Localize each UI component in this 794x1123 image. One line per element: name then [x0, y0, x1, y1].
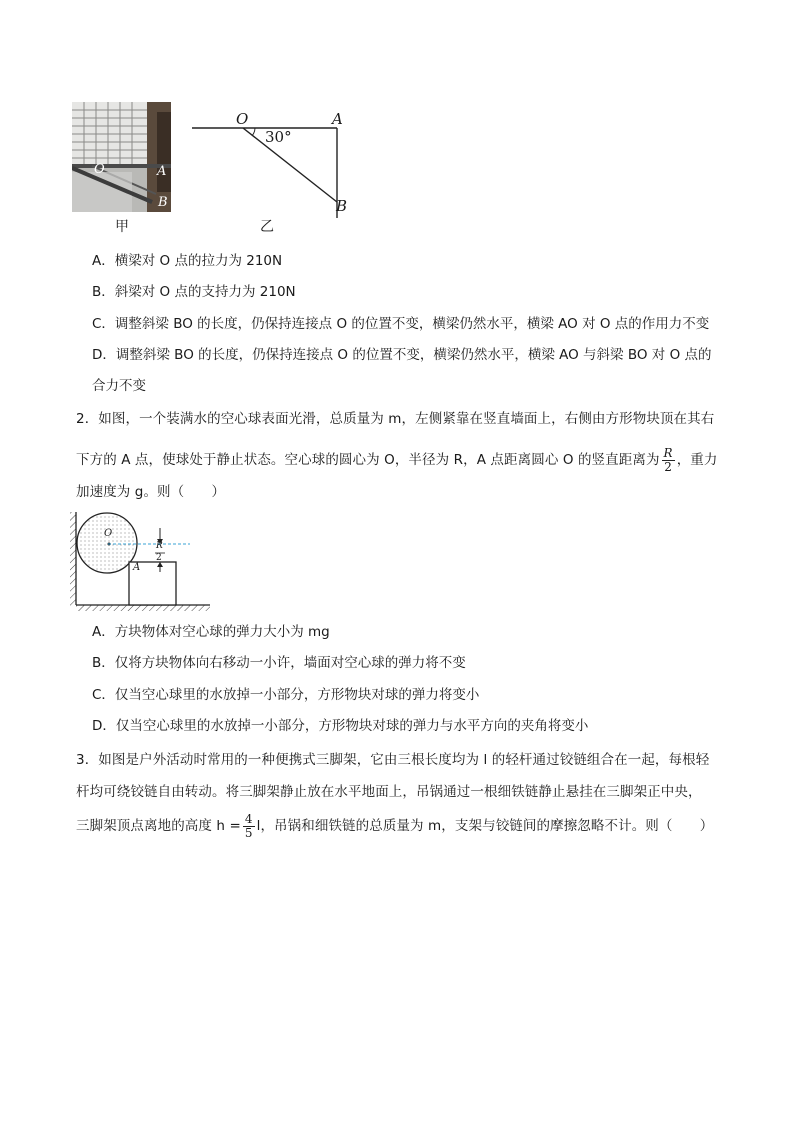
- q2-option-c: C．仅当空心球里的水放掉一小部分，方形物块对球的弹力将变小: [92, 687, 480, 703]
- q1-option-b: B．斜梁对 O 点的支持力为 210N: [92, 284, 296, 300]
- q1-option-d-line1: D．调整斜梁 BO 的长度，仍保持连接点 O 的位置不变，横梁仍然水平，横梁 AO 与斜梁 BO 对 O 点的: [92, 347, 712, 363]
- q2-stem-line2: [76, 440, 718, 480]
- diagram-caption: 乙: [260, 219, 274, 235]
- q2-fraction-denominator: 2: [664, 459, 672, 474]
- photo-caption: 甲: [115, 219, 129, 235]
- q3-stem-line3: [76, 806, 713, 846]
- photo-air-conditioner: [72, 102, 171, 212]
- diagram-label-a: A: [332, 110, 343, 128]
- photo-label-o: O: [94, 162, 105, 177]
- sphere-label-o: O: [104, 528, 113, 539]
- q2-fraction-numerator: R: [663, 445, 673, 460]
- q2-fraction: [662, 447, 675, 474]
- photo-label-a: A: [157, 164, 167, 179]
- q2-stem-line2-text: 下方的 A 点，使球处于静止状态。空心球的圆心为 O，半径为 R，A 点距离圆心 O 的竖直距离为: [76, 452, 660, 468]
- sphere-block-diagram: [68, 508, 213, 613]
- q3-fraction: [243, 813, 255, 840]
- q1-option-c: C．调整斜梁 BO 的长度，仍保持连接点 O 的位置不变，横梁仍然水平，横梁 AO 对 O 点的作用力不变: [92, 316, 710, 332]
- q2-stem-line3: 加速度为 g。则（ ）: [76, 484, 226, 500]
- photo-label-b: B: [158, 195, 168, 210]
- dimension-label-2: 2: [156, 553, 162, 563]
- q3-stem-line3-tail: l，吊锅和细铁链的总质量为 m，支架与铰链间的摩擦忽略不计。则（ ）: [256, 818, 714, 834]
- q3-stem-line1: 3．如图是户外活动时常用的一种便携式三脚架，它由三根长度均为 l 的轻杆通过铰链组合在一起，每根轻: [76, 752, 710, 768]
- q2-option-b: B．仅将方块物体向右移动一小许，墙面对空心球的弹力将不变: [92, 655, 466, 671]
- q2-stem-line1: 2．如图，一个装满水的空心球表面光滑，总质量为 m，左侧紧靠在竖直墙面上，右侧由方形物块顶在其右: [76, 411, 715, 427]
- diagram-label-b: B: [336, 197, 348, 215]
- q3-stem-line2: 杆均可绕铰链自由转动。将三脚架静止放在水平地面上，吊锅通过一根细铁链静止悬挂在三脚架正中央，: [76, 784, 702, 800]
- q3-stem-line3-text: 三脚架顶点离地的高度 h =: [76, 818, 241, 834]
- diagram-label-o: O: [236, 110, 249, 128]
- q1-option-d-line2: 合力不变: [92, 378, 146, 394]
- q3-fraction-numerator: 4: [244, 811, 253, 826]
- dimension-label-r: R: [156, 541, 163, 551]
- block-label-a: A: [133, 562, 141, 573]
- photo-illustration: [72, 102, 171, 212]
- q3-fraction-denominator: 5: [244, 825, 253, 840]
- diagram-angle-label: 30°: [265, 128, 292, 146]
- q2-option-a: A．方块物体对空心球的弹力大小为 mg: [92, 624, 330, 640]
- q2-option-d: D．仅当空心球里的水放掉一小部分，方形物块对球的弹力与水平方向的夹角将变小: [92, 718, 589, 734]
- bracket-diagram: [185, 105, 355, 220]
- q2-stem-line2-tail: ，重力: [676, 452, 718, 468]
- q1-option-a: A．横梁对 O 点的拉力为 210N: [92, 253, 283, 269]
